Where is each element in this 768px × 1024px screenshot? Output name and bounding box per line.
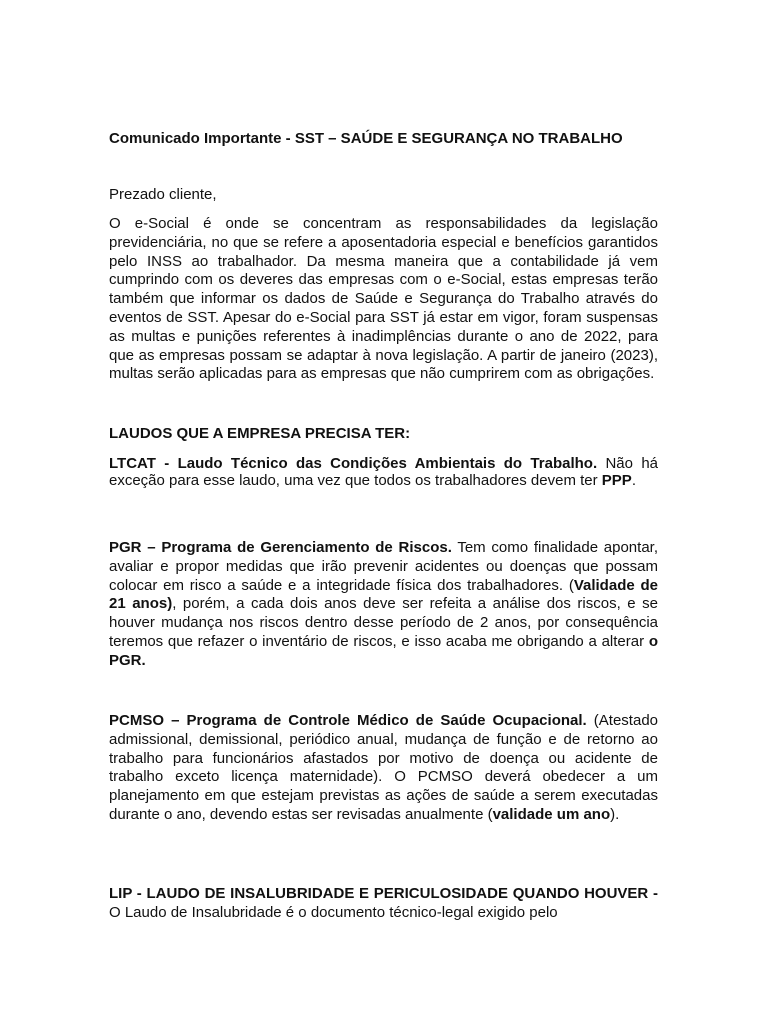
pcmso-paragraph xyxy=(109,712,658,825)
pgr-text-2: , porém, a cada dois anos deve ser refeita a análise dos riscos, e se houver mudança nos riscos dentro desse período de 2 anos, por consequência teremos que refazer o inventário de riscos, e isso acaba me obrigando a alterar xyxy=(109,595,658,650)
pgr-end: o PGR. xyxy=(109,632,658,669)
lip-title: LIP - LAUDO DE INSALUBRIDADE E PERICULOSIDADE QUANDO HOUVER - xyxy=(109,885,658,902)
ltcat-ppp: PPP xyxy=(601,472,632,489)
intro-paragraph: O e-Social é onde se concentram as responsabilidades da legislação previdenciária, no que se refere a aposentadoria especial e benefícios garantidos pelo INSS ao trabalhador. Da mesma maneira que a contabilidade já vem cumprindo com os deveres das empresas com o e-Social, estas empresas terão também que informar os dados de Saúde e Segurança do Trabalho através do eventos de SST. Apesar do e-Social para SST já estar em vigor, foram suspensas as multas e punições referentes à inadimplências durante o ano de 2022, para que as empresas possam se adaptar à nova legislação. A partir de janeiro (2023), multas serão aplicadas para as empresas que não cumprirem com as obrigações. xyxy=(109,215,658,383)
ltcat-text: Não há exceção para esse laudo, uma vez que todos os trabalhadores devem ter xyxy=(109,455,658,489)
ltcat-end: . xyxy=(631,472,636,489)
pcmso-validity: validade um ano xyxy=(492,805,611,823)
pgr-title: PGR – Programa de Gerenciamento de Riscos. xyxy=(109,539,452,556)
pcmso-end: ). xyxy=(610,805,620,823)
document-title: Comunicado Importante - SST – SAÚDE E SEGURANÇA NO TRABALHO xyxy=(109,130,623,147)
laudos-heading: LAUDOS QUE A EMPRESA PRECISA TER: xyxy=(109,425,411,442)
lip-paragraph xyxy=(109,885,658,923)
ltcat-paragraph xyxy=(109,455,658,489)
pcmso-title: PCMSO – Programa de Controle Médico de Saúde Ocupacional. xyxy=(109,712,587,729)
pcmso-text: (Atestado admissional, demissional, periódico anual, mudança de função e de retorno ao trabalho para funcionários afastados por motivo de doença ou acidente de trabalho exceto licença maternidade). O PCMSO deverá obedecer a um planejamento em que estejam previstas as ações de saúde a serem executadas durante o ano, devendo estas ser revisadas anualmente ( xyxy=(109,712,659,823)
lip-text: O Laudo de Insalubridade é o documento técnico-legal exigido pelo xyxy=(109,903,558,921)
greeting: Prezado cliente, xyxy=(109,186,217,203)
pgr-text-1: Tem como finalidade apontar, avaliar e propor medidas que irão prevenir acidentes ou doenças que possam colocar em risco a saúde e a integridade física dos trabalhadores. ( xyxy=(109,539,658,594)
pgr-validity: Validade de 21 anos) xyxy=(109,576,658,613)
ltcat-title: LTCAT - Laudo Técnico das Condições Ambientais do Trabalho. xyxy=(109,455,598,472)
pgr-paragraph xyxy=(109,539,658,671)
